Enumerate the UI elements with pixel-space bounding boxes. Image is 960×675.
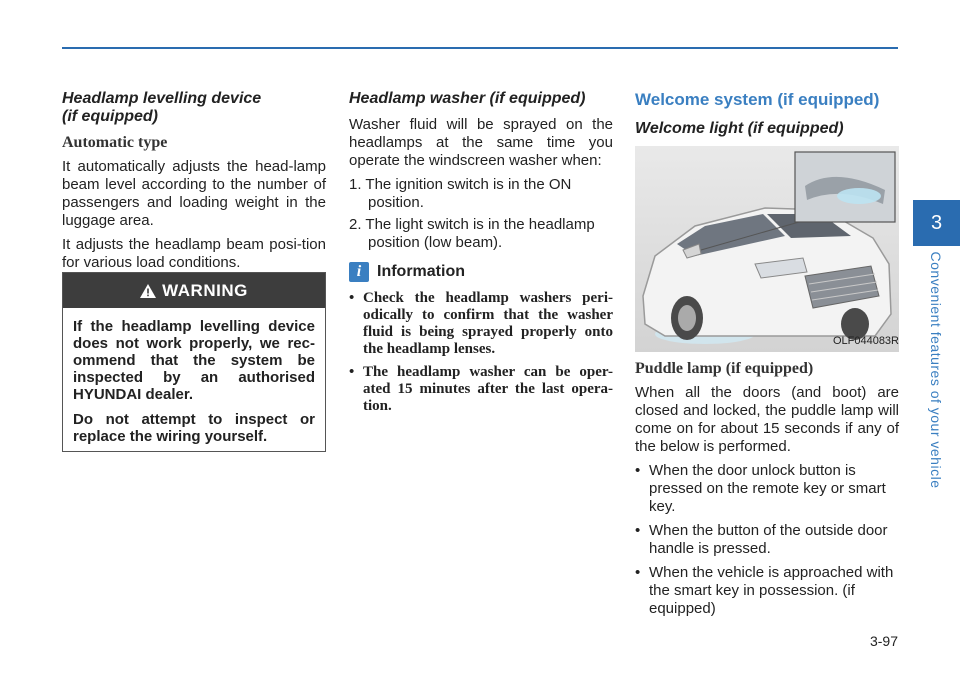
- welcome-system-heading: Welcome system (if equipped): [635, 90, 880, 109]
- page-number: 3-97: [869, 633, 898, 649]
- information-list: [349, 290, 613, 415]
- car-illustration: [635, 146, 899, 352]
- warning-para-2: Do not attempt to inspect or replace the wiring yourself.: [73, 411, 315, 445]
- headlamp-washer-heading: Headlamp washer (if equipped): [349, 90, 586, 107]
- heading-line2: (if equipped): [62, 108, 158, 125]
- auto-para-2: It adjusts the headlamp beam posi-tion for various load conditions.: [62, 236, 326, 271]
- welcome-light-figure: [635, 146, 899, 352]
- list-item: • Check the headlamp washers peri-odically to confirm that the washer fluid is being sprayed properly onto the headlamp lenses.: [349, 290, 613, 358]
- list-item: 1. The ignition switch is in the ON position.: [349, 176, 572, 211]
- welcome-light-heading: Welcome light (if equipped): [635, 120, 844, 137]
- warning-para-1: If the headlamp levelling device does not work properly, we rec-ommend that the system be inspected by an authorised HYUNDAI dealer.: [73, 318, 315, 403]
- warning-label: WARNING: [162, 280, 248, 300]
- puddle-lamp-heading: Puddle lamp (if equipped): [635, 360, 814, 377]
- list-item: • When the vehicle is approached with the smart key in possession. (if equipped): [635, 564, 899, 618]
- warning-header: [63, 273, 325, 308]
- information-header: [349, 262, 613, 282]
- auto-para-1: It automatically adjusts the head-lamp beam level according to the number of passengers and loading weight in the luggage area.: [62, 158, 326, 229]
- washer-steps: [349, 176, 613, 252]
- information-title: Information: [377, 263, 465, 280]
- puddle-conditions-list: [635, 462, 899, 618]
- chapter-tab: 3: [913, 200, 960, 246]
- column-left: [62, 90, 326, 278]
- list-item: • The headlamp washer can be oper-ated 15 minutes after the last opera-tion.: [349, 364, 613, 415]
- headlamp-levelling-heading: [62, 90, 326, 126]
- column-right: [635, 90, 899, 624]
- washer-intro: Washer fluid will be sprayed on the headlamps at the same time you operate the windscreen washer when:: [349, 116, 613, 169]
- column-middle: [349, 90, 613, 421]
- puddle-intro: When all the doors (and boot) are closed and locked, the puddle lamp will come on for about 15 seconds if any of the below is performed.: [635, 384, 899, 455]
- header-rule: [62, 47, 898, 49]
- automatic-type-subheading: Automatic type: [62, 134, 168, 151]
- heading-line1: Headlamp levelling device: [62, 90, 262, 107]
- list-item: 2. The light switch is in the headlamp position (low beam).: [349, 216, 595, 251]
- warning-icon: [140, 284, 156, 298]
- figure-code: OLF044083R: [832, 335, 899, 347]
- warning-body: [63, 308, 325, 445]
- list-item: • When the door unlock button is pressed on the remote key or smart key.: [635, 462, 899, 516]
- warning-box: [62, 272, 326, 452]
- list-item: • When the button of the outside door handle is pressed.: [635, 522, 899, 558]
- information-icon: i: [349, 262, 369, 282]
- chapter-title: Convenient features of your vehicle: [928, 251, 944, 489]
